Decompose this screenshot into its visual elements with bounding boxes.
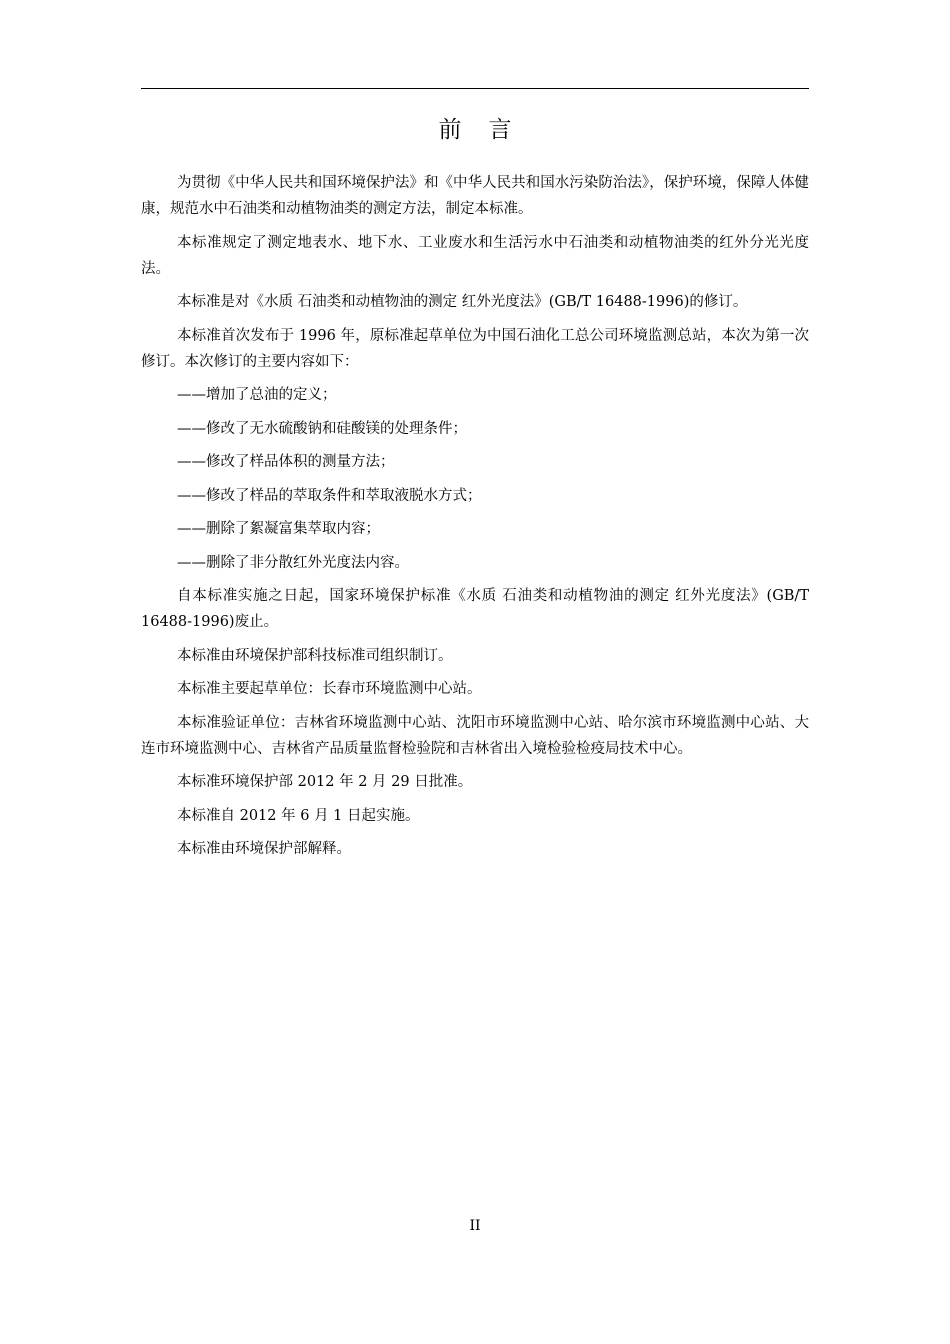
paragraph-interpretation: 本标准由环境保护部解释。 (177, 841, 351, 857)
change-item: ——修改了样品体积的测量方法； (177, 454, 395, 470)
change-item: ——修改了无水硫酸钠和硅酸镁的处理条件； (177, 420, 467, 437)
paragraph-supersede: 自本标准实施之日起，国家环境保护标准《水质 石油类和动植物油的测定 红外光度法》(GB/T 16488-1996)废止。 (141, 588, 809, 630)
paragraph-organizer: 本标准由环境保护部科技标准司组织制订。 (177, 647, 453, 664)
paragraph-purpose: 为贯彻《中华人民共和国环境保护法》和《中华人民共和国水污染防治法》，保护环境，保障人体健康，规范水中石油类和动植物油类的测定方法，制定本标准。 (141, 175, 809, 217)
change-item: ——增加了总油的定义； (177, 387, 337, 403)
paragraph-effective: 本标准自 2012 年 6 月 1 日起实施。 (177, 807, 420, 824)
page-number: II (469, 1218, 481, 1234)
change-item: ——删除了非分散红外光度法内容。 (177, 554, 409, 571)
paragraph-scope: 本标准规定了测定地表水、地下水、工业废水和生活污水中石油类和动植物油类的红外分光光度法。 (141, 234, 809, 277)
paragraph-drafter: 本标准主要起草单位：长春市环境监测中心站。 (177, 681, 482, 697)
paragraph-history: 本标准首次发布于 1996 年，原标准起草单位为中国石油化工总公司环境监测总站，本次为第一次修订。本次修订的主要内容如下： (141, 327, 809, 370)
title-char-2: 言 (488, 117, 512, 143)
change-item: ——删除了絮凝富集萃取内容； (177, 521, 380, 537)
paragraph-revision: 本标准是对《水质 石油类和动植物油的测定 红外光度法》(GB/T 16488-1996)的修订。 (177, 294, 748, 310)
preface-body (141, 170, 809, 862)
change-item: ——修改了样品的萃取条件和萃取液脱水方式； (177, 487, 482, 504)
page-title (141, 113, 809, 147)
paragraph-approval: 本标准环境保护部 2012 年 2 月 29 日批准。 (177, 774, 473, 790)
header-rule (141, 88, 809, 89)
title-char-1: 前 (438, 117, 462, 143)
paragraph-verifiers: 本标准验证单位：吉林省环境监测中心站、沈阳市环境监测中心站、哈尔滨市环境监测中心站、大连市环境监测中心、吉林省产品质量监督检验院和吉林省出入境检验检疫局技术中心。 (141, 714, 809, 757)
